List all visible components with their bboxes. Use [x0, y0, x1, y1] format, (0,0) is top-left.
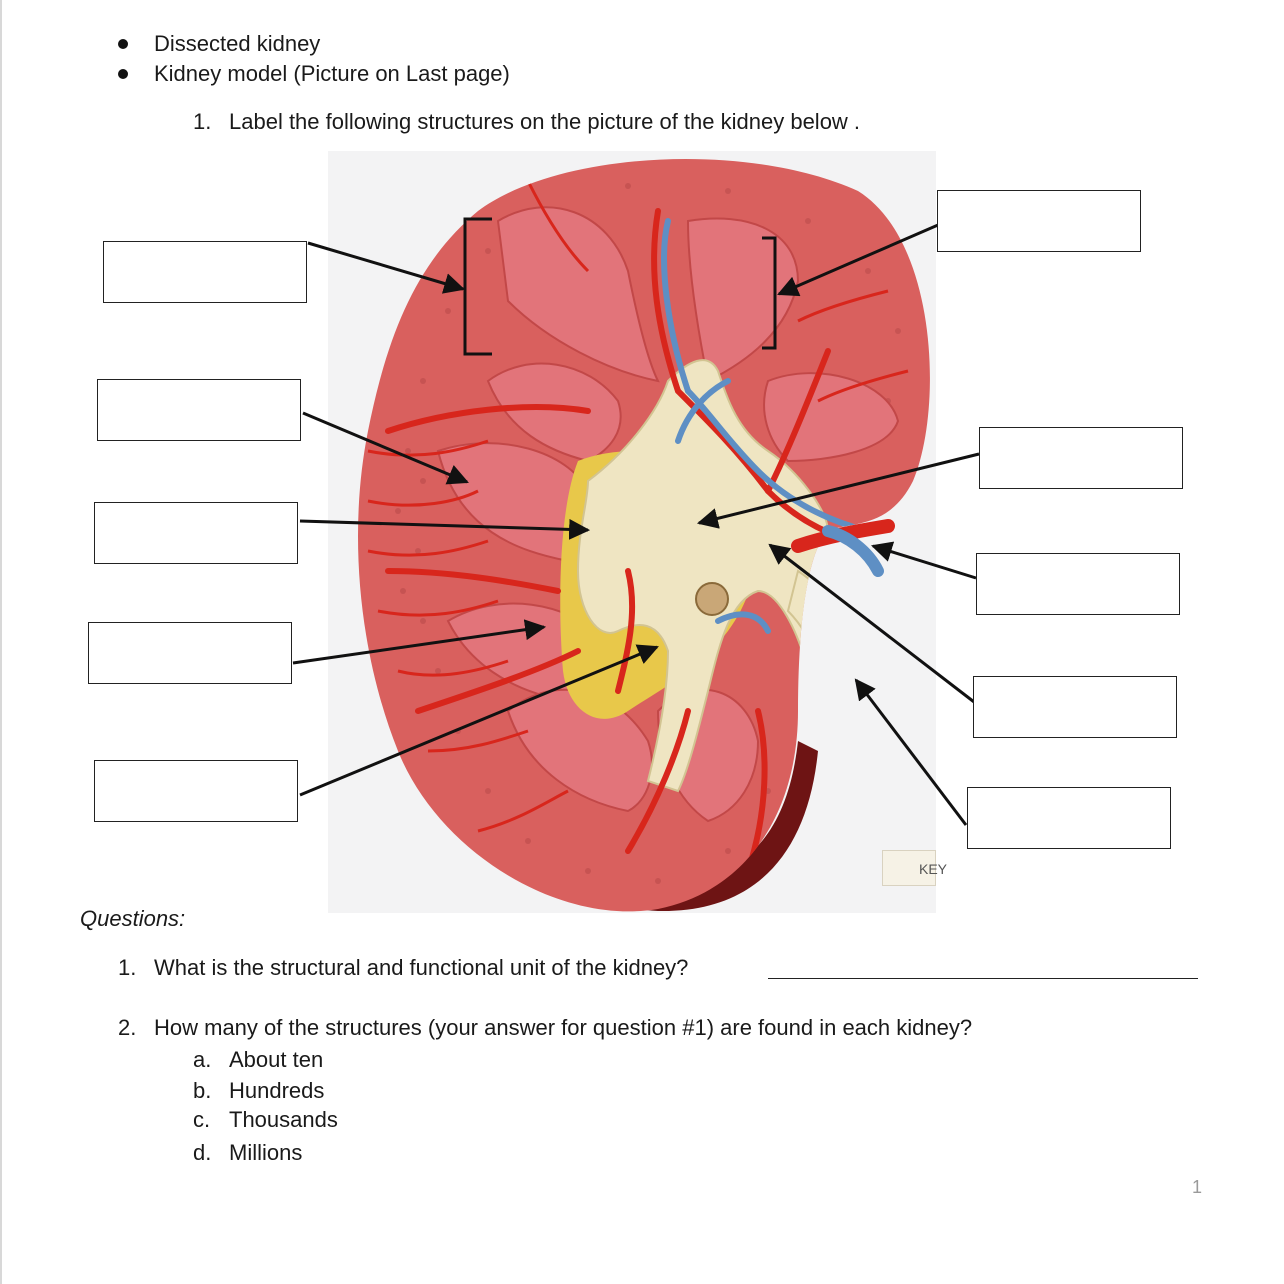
label-box-right-4[interactable] — [973, 676, 1177, 738]
page-edge — [0, 0, 2, 1284]
question-1-answer-line[interactable] — [768, 978, 1198, 979]
label-box-right-2[interactable] — [979, 427, 1183, 489]
choice-b-text[interactable]: Hundreds — [229, 1078, 325, 1103]
choice-a-letter: a. — [193, 1047, 212, 1072]
ureter-cross-section — [696, 583, 728, 615]
label-box-left-4[interactable] — [88, 622, 292, 684]
choice-c-text[interactable]: Thousands — [229, 1107, 338, 1132]
page-number: 1 — [1192, 1177, 1203, 1197]
question-1-text: What is the structural and functional unit of the kidney? — [154, 955, 689, 980]
question-1-number: 1. — [118, 955, 137, 980]
choice-d-letter: d. — [193, 1140, 212, 1165]
instruction-number: 1. — [193, 109, 212, 134]
question-2-number: 2. — [118, 1015, 137, 1040]
label-box-left-5[interactable] — [94, 760, 298, 822]
questions-title: Questions: — [80, 906, 186, 931]
choice-c-letter: c. — [193, 1107, 211, 1132]
material-item-2: Kidney model (Picture on Last page) — [154, 61, 510, 86]
label-box-right-1[interactable] — [937, 190, 1141, 252]
label-box-left-1[interactable] — [103, 241, 307, 303]
label-box-left-3[interactable] — [94, 502, 298, 564]
key-tag: KEY — [882, 850, 936, 886]
question-2-text: How many of the structures (your answer for question #1) are found in each kidney? — [154, 1015, 973, 1040]
kidney-model-photo — [328, 151, 936, 913]
label-box-left-2[interactable] — [97, 379, 301, 441]
label-box-right-5[interactable] — [967, 787, 1171, 849]
bullet — [118, 39, 128, 49]
bullet — [118, 69, 128, 79]
choice-b-letter: b. — [193, 1078, 212, 1103]
label-box-right-3[interactable] — [976, 553, 1180, 615]
material-item-1: Dissected kidney — [154, 31, 321, 56]
choice-a-text[interactable]: About ten — [229, 1047, 324, 1072]
choice-d-text[interactable]: Millions — [229, 1140, 303, 1165]
instruction-text: Label the following structures on the picture of the kidney below . — [229, 109, 861, 134]
